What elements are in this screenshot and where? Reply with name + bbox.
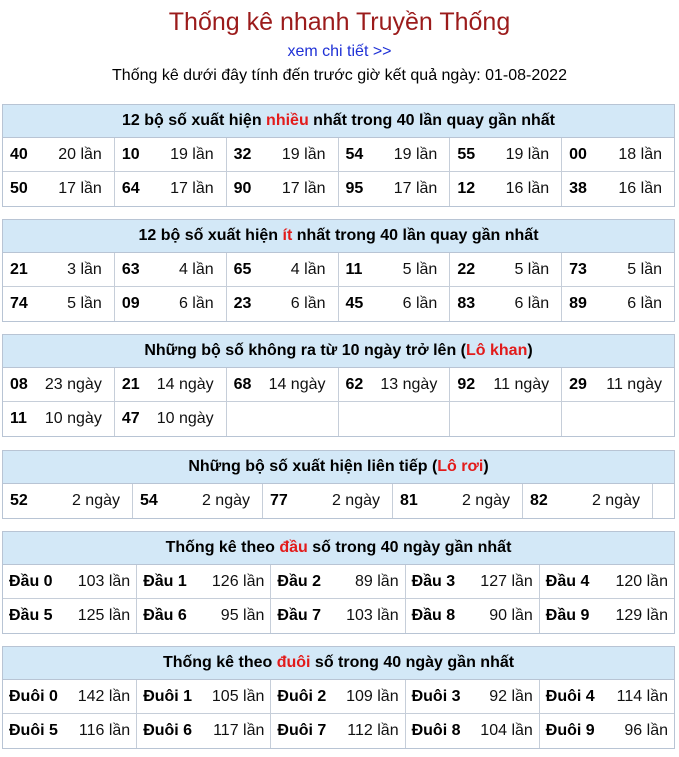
stat-number: 22 <box>457 260 476 278</box>
stat-cell <box>115 253 227 287</box>
stat-cell <box>115 368 227 402</box>
stat-cell <box>540 599 674 633</box>
section-title-highlight: đuôi <box>276 654 311 671</box>
stat-cell <box>450 368 562 402</box>
lo-khan-table <box>2 334 675 437</box>
stat-cell <box>115 287 227 321</box>
stat-cell <box>271 714 405 748</box>
stat-number: 64 <box>121 180 140 197</box>
stat-cell <box>562 138 674 172</box>
stat-number: 74 <box>10 295 28 312</box>
stat-cell <box>339 172 451 206</box>
stat-cell <box>227 402 339 436</box>
stat-number: 81 <box>400 492 418 509</box>
stat-cell <box>227 138 339 172</box>
stat-count: 20 lần <box>58 145 102 163</box>
stat-number: 89 <box>569 295 587 312</box>
stat-count: 10 ngày <box>156 410 214 427</box>
stat-number: 65 <box>233 260 252 278</box>
most-frequent-table <box>2 104 675 207</box>
table-row <box>3 714 674 748</box>
stat-cell <box>3 714 137 748</box>
stat-cell <box>523 484 653 518</box>
stat-cell <box>653 484 674 518</box>
stat-number: Đuôi 5 <box>9 722 58 739</box>
stat-count: 17 lần <box>58 180 102 197</box>
stat-cell <box>3 172 115 206</box>
stat-number: 29 <box>569 375 587 393</box>
section-title <box>3 335 674 368</box>
stat-number: Đuôi 7 <box>277 722 327 739</box>
stat-number: 52 <box>10 492 28 509</box>
stat-number: 09 <box>121 295 140 312</box>
stat-number: Đầu 7 <box>277 607 321 624</box>
stat-cell <box>137 680 271 714</box>
stat-count: 5 lần <box>67 295 102 312</box>
stat-number: 00 <box>569 145 587 163</box>
stat-count: 11 ngày <box>606 375 662 393</box>
table-row <box>3 172 674 206</box>
stat-number: 90 <box>233 180 252 197</box>
section-title <box>3 647 674 680</box>
stat-count: 6 lần <box>627 295 662 312</box>
stat-count: 5 lần <box>514 260 550 278</box>
stat-cell <box>339 287 451 321</box>
stat-cell <box>562 368 674 402</box>
stat-number: 23 <box>233 295 252 312</box>
stat-number: 45 <box>345 295 364 312</box>
stat-number: 47 <box>121 410 140 427</box>
stat-count: 116 lần <box>78 722 131 739</box>
stat-number: Đầu 3 <box>411 572 456 590</box>
stat-count: 104 lần <box>480 722 533 739</box>
page-title: Thống kê nhanh Truyền Thống <box>168 8 511 36</box>
stat-count: 18 lần <box>618 145 662 163</box>
stat-cell <box>263 484 393 518</box>
stat-number: 50 <box>10 180 28 197</box>
stat-cell <box>227 172 339 206</box>
stat-count: 89 lần <box>355 572 399 590</box>
stat-cell <box>450 172 562 206</box>
stat-count: 14 ngày <box>268 375 326 393</box>
stat-count: 16 lần <box>618 180 662 197</box>
stat-count: 17 lần <box>170 180 214 197</box>
stat-number: 63 <box>121 260 140 278</box>
stat-count: 126 lần <box>211 572 265 590</box>
stat-count: 2 ngày <box>331 492 380 509</box>
stat-count: 6 lần <box>178 295 214 312</box>
stat-cell <box>540 565 674 599</box>
stat-count: 6 lần <box>290 295 326 312</box>
stat-count: 129 lần <box>615 607 668 624</box>
dau-stats-table <box>2 531 675 634</box>
stat-cell <box>406 599 540 633</box>
table-row <box>3 287 674 321</box>
table-row <box>3 565 674 599</box>
stat-cell <box>3 138 115 172</box>
section-title-text: Thống kê theo <box>162 654 277 671</box>
stat-cell <box>271 680 405 714</box>
stat-cell <box>3 599 137 633</box>
section-title-highlight: nhiều <box>266 112 309 129</box>
stat-count: 114 lần <box>616 687 668 705</box>
stat-number: 38 <box>569 180 587 197</box>
stat-number: 73 <box>569 260 587 278</box>
section-title <box>3 220 674 253</box>
stat-cell <box>133 484 263 518</box>
section-title-text: 12 bộ số xuất hiện <box>138 227 283 244</box>
stat-number: Đầu 9 <box>545 607 590 624</box>
least-frequent-table <box>2 219 675 322</box>
stat-cell <box>137 565 271 599</box>
stat-cell <box>562 172 674 206</box>
stat-number: 21 <box>121 375 140 393</box>
stat-count: 5 lần <box>402 260 438 278</box>
stat-number: Đuôi 8 <box>411 722 461 739</box>
stat-cell <box>3 565 137 599</box>
stat-count: 112 lần <box>347 722 399 739</box>
stat-number: Đầu 8 <box>411 607 456 624</box>
stat-count: 103 lần <box>77 572 131 590</box>
stat-number: Đầu 1 <box>143 572 187 590</box>
section-title-text: 12 bộ số xuất hiện <box>122 112 267 129</box>
section-title-text: Những bộ số xuất hiện liên tiếp ( <box>188 458 438 475</box>
stat-cell <box>227 253 339 287</box>
stat-number: Đuôi 1 <box>143 687 193 705</box>
section-title-text: ) <box>527 342 533 359</box>
stat-number: Đầu 5 <box>9 607 53 624</box>
stat-number: 92 <box>457 375 476 393</box>
stat-cell <box>3 287 115 321</box>
stat-count: 142 lần <box>77 687 131 705</box>
table-row <box>3 402 674 436</box>
stat-count: 19 lần <box>505 145 550 163</box>
stat-number: Đầu 2 <box>277 572 321 590</box>
stat-cell <box>3 484 133 518</box>
stat-cell <box>271 565 405 599</box>
stat-count: 23 ngày <box>44 375 102 393</box>
stat-cell <box>562 287 674 321</box>
stat-cell <box>3 368 115 402</box>
stat-cell <box>562 253 674 287</box>
stat-count: 19 lần <box>393 145 438 163</box>
stat-count: 11 ngày <box>493 375 550 393</box>
stat-number: Đầu 4 <box>545 572 590 590</box>
stat-count: 6 lần <box>514 295 550 312</box>
stat-count: 127 lần <box>480 572 533 590</box>
stat-count: 3 lần <box>67 260 102 278</box>
stat-number: Đuôi 0 <box>9 687 58 705</box>
section-title-text: nhất trong 40 lần quay gần nhất <box>292 227 539 244</box>
table-row <box>3 484 674 518</box>
stat-count: 10 ngày <box>44 410 102 427</box>
stat-number: Đuôi 4 <box>545 687 595 705</box>
stat-cell <box>339 138 451 172</box>
stat-number: 83 <box>457 295 476 312</box>
table-row <box>3 599 674 633</box>
section-title-text: Thống kê theo <box>165 539 280 556</box>
section-title-highlight: Lô khan <box>466 342 528 359</box>
stat-number: 08 <box>10 375 28 393</box>
stat-cell <box>562 402 674 436</box>
stat-count: 105 lần <box>211 687 265 705</box>
stat-number: Đầu 6 <box>143 607 187 624</box>
stat-number: Đầu 0 <box>9 572 53 590</box>
stat-cell <box>115 172 227 206</box>
duoi-stats-table <box>2 646 675 749</box>
table-row <box>3 138 674 172</box>
section-title-highlight: đầu <box>279 539 308 556</box>
stat-number: 62 <box>345 375 364 393</box>
section-title-highlight: ít <box>282 227 293 244</box>
stat-cell <box>137 714 271 748</box>
stat-cell <box>227 287 339 321</box>
stat-number: 32 <box>233 145 252 163</box>
stat-cell <box>115 402 227 436</box>
stat-cell <box>339 368 451 402</box>
section-title-text: số trong 40 ngày gần nhất <box>310 654 515 671</box>
stat-count: 17 lần <box>393 180 438 197</box>
stat-number: 11 <box>345 260 363 278</box>
stat-number: 77 <box>270 492 288 509</box>
stat-count: 19 lần <box>281 145 326 163</box>
section-title <box>3 532 674 565</box>
stat-number: Đuôi 2 <box>277 687 327 705</box>
stat-count: 5 lần <box>627 260 662 278</box>
page-header <box>0 0 679 86</box>
stat-cell <box>450 138 562 172</box>
stat-count: 109 lần <box>346 687 399 705</box>
stat-number: 40 <box>10 145 28 163</box>
stat-count: 120 lần <box>615 572 668 590</box>
stat-count: 2 ngày <box>71 492 120 509</box>
stat-count: 2 ngày <box>461 492 510 509</box>
lo-roi-table <box>2 450 675 519</box>
stat-cell <box>540 680 674 714</box>
stat-number: 54 <box>345 145 364 163</box>
stat-number: 54 <box>140 492 158 509</box>
table-row <box>3 368 674 402</box>
stat-count: 14 ngày <box>156 375 214 393</box>
section-title-text: nhất trong 40 lần quay gần nhất <box>308 112 555 129</box>
stat-count: 6 lần <box>402 295 438 312</box>
stat-number: 11 <box>10 410 27 427</box>
stat-count: 103 lần <box>346 607 399 624</box>
page-subtitle: Thống kê dưới đây tính đến trước giờ kết quả ngày: 01-08-2022 <box>112 67 567 84</box>
stat-cell <box>339 253 451 287</box>
stat-cell <box>227 368 339 402</box>
stat-count: 13 ngày <box>380 375 438 393</box>
stat-count: 2 ngày <box>201 492 250 509</box>
stat-cell <box>3 680 137 714</box>
stat-cell <box>450 253 562 287</box>
view-details-link[interactable]: xem chi tiết >> <box>287 43 392 60</box>
stat-cell <box>406 565 540 599</box>
stat-cell <box>406 714 540 748</box>
stat-count: 96 lần <box>624 722 668 739</box>
stat-number: Đuôi 6 <box>143 722 193 739</box>
stat-number: 21 <box>10 260 28 278</box>
stat-count: 16 lần <box>505 180 550 197</box>
stat-number: 12 <box>457 180 476 197</box>
section-title <box>3 451 674 484</box>
stat-count: 92 lần <box>489 687 533 705</box>
stat-count: 4 lần <box>290 260 326 278</box>
stat-cell <box>393 484 523 518</box>
stat-cell <box>137 599 271 633</box>
section-title-highlight: Lô rơi <box>437 458 484 475</box>
stat-cell <box>271 599 405 633</box>
stat-cell <box>450 287 562 321</box>
stat-number: 82 <box>530 492 548 509</box>
stat-number: Đuôi 3 <box>411 687 461 705</box>
stat-number: 95 <box>345 180 364 197</box>
stat-cell <box>3 253 115 287</box>
section-title <box>3 105 674 138</box>
stat-number: 10 <box>121 145 140 163</box>
stat-count: 117 lần <box>213 722 265 739</box>
section-title-text: Những bộ số không ra từ 10 ngày trở lên ( <box>144 342 466 359</box>
stat-cell <box>3 402 115 436</box>
section-title-text: số trong 40 ngày gần nhất <box>307 539 512 556</box>
stat-cell <box>406 680 540 714</box>
table-row <box>3 680 674 714</box>
stat-count: 95 lần <box>220 607 265 624</box>
stat-count: 17 lần <box>281 180 326 197</box>
stat-cell <box>450 402 562 436</box>
stat-cell <box>540 714 674 748</box>
stat-cell <box>339 402 451 436</box>
stat-count: 4 lần <box>178 260 214 278</box>
stat-count: 125 lần <box>77 607 131 624</box>
table-row <box>3 253 674 287</box>
stat-count: 90 lần <box>489 607 533 624</box>
stat-number: Đuôi 9 <box>545 722 595 739</box>
stat-count: 2 ngày <box>591 492 640 509</box>
stat-cell <box>115 138 227 172</box>
stat-number: 55 <box>457 145 476 163</box>
stat-number: 68 <box>233 375 252 393</box>
section-title-text: ) <box>483 458 489 475</box>
stat-count: 19 lần <box>170 145 214 163</box>
